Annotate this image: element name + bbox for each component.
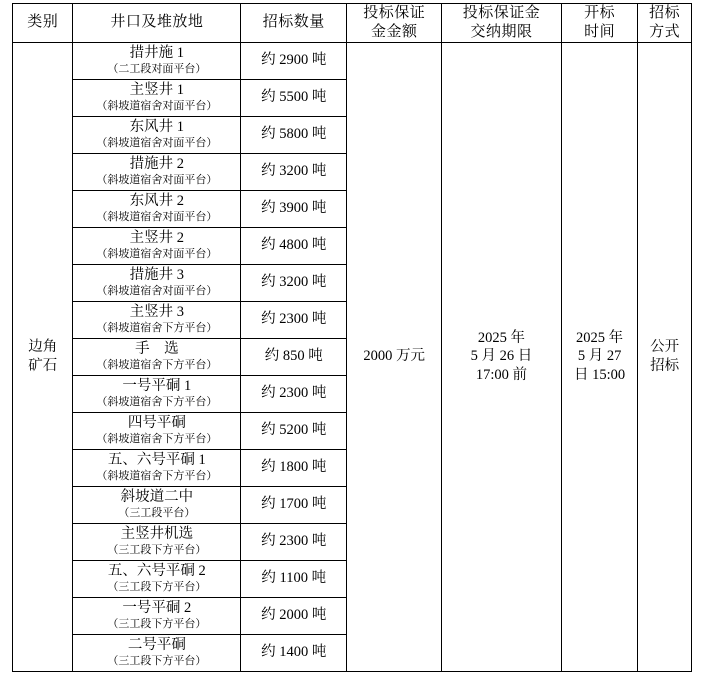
cell-category xyxy=(13,42,73,671)
open-time-line3: 日 15:00 xyxy=(574,366,626,383)
cell-quantity: 约 850 吨 xyxy=(241,338,347,375)
site-location: （二工段对面平台） xyxy=(107,62,207,75)
cell-quantity: 约 2300 吨 xyxy=(241,301,347,338)
document-page xyxy=(0,3,705,698)
cell-quantity: 约 2900 吨 xyxy=(241,42,347,79)
site-location: （斜坡道宿舍对面平台） xyxy=(96,210,218,223)
site-name: 一号平硐 2 xyxy=(122,600,192,617)
cell-open-time xyxy=(561,42,637,671)
site-location: （斜坡道宿舍下方平台） xyxy=(96,432,218,445)
cell-quantity: 约 3200 吨 xyxy=(241,264,347,301)
header-row xyxy=(13,4,692,43)
header-bid-mode-line2: 方式 xyxy=(649,23,681,40)
cell-quantity: 约 1800 吨 xyxy=(241,449,347,486)
header-deposit-amount xyxy=(347,4,442,43)
bid-mode-line2: 招标 xyxy=(650,357,680,374)
table-row xyxy=(13,42,692,79)
cell-quantity: 约 2300 吨 xyxy=(241,375,347,412)
site-location: （斜坡道宿舍对面平台） xyxy=(96,136,218,149)
cell-quantity: 约 3200 吨 xyxy=(241,153,347,190)
deadline-line2: 5 月 26 日 xyxy=(470,348,533,365)
site-location: （三工段下方平台） xyxy=(107,654,207,667)
table-header xyxy=(13,4,692,43)
header-open-time xyxy=(561,4,637,43)
deadline-line1: 2025 年 xyxy=(477,330,526,347)
site-name: 主竖井 3 xyxy=(129,304,185,321)
cell-quantity: 约 1700 吨 xyxy=(241,486,347,523)
site-location: （三工段下方平台） xyxy=(107,580,207,593)
cell-site xyxy=(73,301,241,338)
header-deposit-deadline-line1: 投标保证金 xyxy=(462,5,541,21)
header-deposit-deadline-line2: 交纳期限 xyxy=(470,23,533,40)
cell-quantity: 约 3900 吨 xyxy=(241,190,347,227)
cell-deposit-deadline xyxy=(442,42,562,671)
site-location: （三工段下方平台） xyxy=(107,543,207,556)
site-name: 主竖井 2 xyxy=(129,230,185,247)
cell-bid-mode xyxy=(638,42,692,671)
cell-site xyxy=(73,597,241,634)
cell-site xyxy=(73,412,241,449)
cell-site xyxy=(73,486,241,523)
header-deposit-deadline xyxy=(442,4,562,43)
site-name: 措施井 2 xyxy=(129,156,185,173)
category-line1: 边角 xyxy=(28,339,58,356)
cell-quantity: 约 4800 吨 xyxy=(241,227,347,264)
site-name: 五、六号平硐 1 xyxy=(107,452,206,469)
cell-site xyxy=(73,634,241,671)
cell-quantity: 约 5200 吨 xyxy=(241,412,347,449)
site-name: 东风井 2 xyxy=(129,193,185,210)
cell-site xyxy=(73,79,241,116)
cell-quantity: 约 2300 吨 xyxy=(241,523,347,560)
site-location: （斜坡道宿舍下方平台） xyxy=(96,358,218,371)
site-location: （斜坡道宿舍下方平台） xyxy=(96,321,218,334)
cell-site xyxy=(73,190,241,227)
site-name: 措井施 1 xyxy=(129,45,185,62)
site-location: （三工段下方平台） xyxy=(107,617,207,630)
site-location: （斜坡道宿舍对面平台） xyxy=(96,247,218,260)
site-name: 东风井 1 xyxy=(129,119,185,136)
cell-site xyxy=(73,375,241,412)
cell-site xyxy=(73,153,241,190)
cell-site xyxy=(73,116,241,153)
header-quantity xyxy=(241,4,347,43)
open-time-line2: 5 月 27 xyxy=(577,348,622,365)
site-location: （斜坡道宿舍下方平台） xyxy=(96,395,218,408)
cell-quantity: 约 1400 吨 xyxy=(241,634,347,671)
cell-quantity: 约 2000 吨 xyxy=(241,597,347,634)
cell-quantity: 约 1100 吨 xyxy=(241,560,347,597)
bid-announcement-table xyxy=(12,3,692,672)
open-time-line1: 2025 年 xyxy=(576,330,624,347)
header-category-line1: 类别 xyxy=(27,14,59,31)
cell-site xyxy=(73,523,241,560)
header-site xyxy=(73,4,241,43)
header-open-time-line2: 时间 xyxy=(584,23,616,40)
site-location: （斜坡道宿舍对面平台） xyxy=(96,173,218,186)
cell-deposit-amount: 2000 万元 xyxy=(347,42,442,671)
header-site-line1: 井口及堆放地 xyxy=(110,14,204,31)
site-name: 主竖井机选 xyxy=(120,526,194,543)
header-deposit-amount-line1: 投标保证 xyxy=(363,5,426,21)
site-name: 手 选 xyxy=(135,341,179,358)
header-quantity-line1: 招标数量 xyxy=(262,14,325,31)
site-name: 主竖井 1 xyxy=(129,82,185,99)
header-deposit-amount-line2: 金金额 xyxy=(370,23,418,40)
site-name: 措施井 3 xyxy=(129,267,185,284)
category-line2: 矿石 xyxy=(28,357,58,374)
cell-site xyxy=(73,338,241,375)
site-name: 四号平硐 xyxy=(127,415,186,432)
site-location: （斜坡道宿舍对面平台） xyxy=(96,99,218,112)
cell-site xyxy=(73,264,241,301)
cell-quantity: 约 5800 吨 xyxy=(241,116,347,153)
cell-quantity: 约 5500 吨 xyxy=(241,79,347,116)
cell-site xyxy=(73,42,241,79)
cell-site xyxy=(73,449,241,486)
site-name: 一号平硐 1 xyxy=(122,378,192,395)
site-location: （斜坡道宿舍对面平台） xyxy=(96,284,218,297)
cell-site xyxy=(73,227,241,264)
site-location: （三工段平台） xyxy=(118,506,196,519)
header-bid-mode-line1: 招标 xyxy=(649,5,681,21)
header-open-time-line1: 开标 xyxy=(584,5,616,21)
site-name: 二号平硐 xyxy=(127,637,186,654)
site-name: 斜坡道二中 xyxy=(120,489,194,506)
site-location: （斜坡道宿舍下方平台） xyxy=(96,469,218,482)
bid-mode-line1: 公开 xyxy=(650,339,680,356)
deadline-line3: 17:00 前 xyxy=(475,366,528,383)
cell-site xyxy=(73,560,241,597)
site-name: 五、六号平硐 2 xyxy=(107,563,206,580)
header-bid-mode xyxy=(638,4,692,43)
header-category xyxy=(13,4,73,43)
table-body xyxy=(13,42,692,671)
